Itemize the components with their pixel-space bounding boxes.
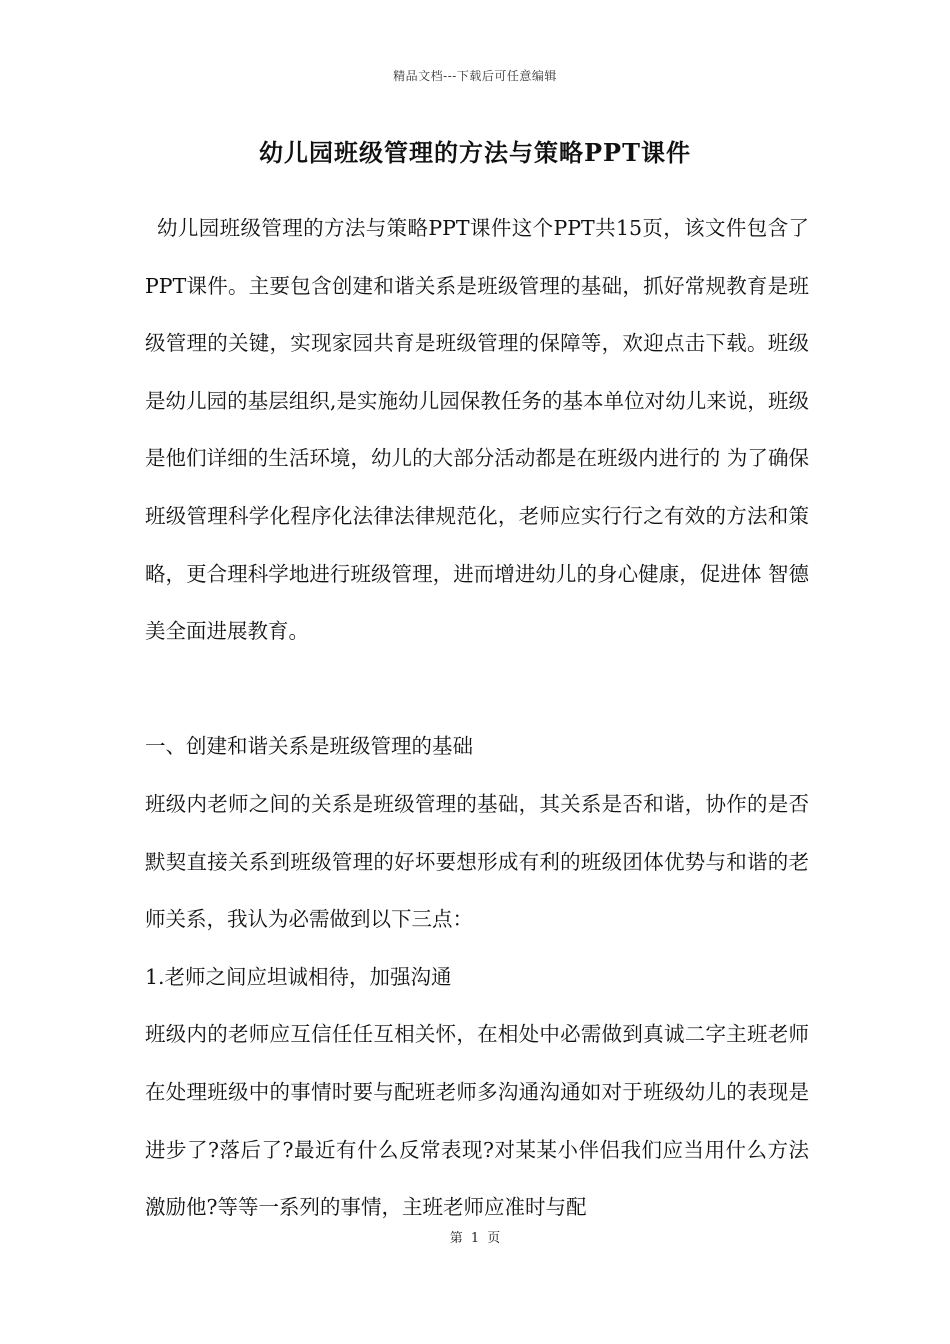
intro-paragraph: 幼儿园班级管理的方法与策略PPT课件这个PPT共15页，该文件包含了PPT课件。主要包含创建和谐关系是班级管理的基础，抓好常规教育是班级管理的关键，实现家园共育是班级管理的保障等，欢迎点击下载。班级是幼儿园的基层组织,是实施幼儿园保教任务的基本单位对幼儿来说，班级是他们详细的生活环境，幼儿的大部分活动都是在班级内进行的 为了确保班级管理科学化程序化法律法律规范化，老师应实行行之有效的方法和策略，更合理科学地进行班级管理，进而增进幼儿的身心健康，促进体 智德美全面进展教育。 xyxy=(145,216,809,644)
point-heading: 1.老师之间应坦诚相待，加强沟通 xyxy=(145,964,452,989)
document-title: 幼儿园班级管理的方法与策略PPT课件 xyxy=(259,138,691,167)
page-number: 第 1 页 xyxy=(449,1231,501,1246)
document-body xyxy=(145,200,809,1237)
paragraph-spacer xyxy=(145,661,809,719)
header-note: 精品文档---下载后可任意编辑 xyxy=(393,69,557,83)
point-paragraph: 班级内的老师应互信任任互相关怀，在相处中必需做到真诚二字主班老师在处理班级中的事情时要与配班老师多沟通沟通如对于班级幼儿的表现是进步了?落后了?最近有什么反常表现?对某某小伴侣我们应当用什么方法激励他?等等一系列的事情，主班老师应准时与配 xyxy=(145,1022,809,1220)
section-heading: 一、创建和谐关系是班级管理的基础 xyxy=(145,734,473,759)
section-paragraph: 班级内老师之间的关系是班级管理的基础，其关系是否和谐，协作的是否默契直接关系到班级管理的好坏要想形成有利的班级团体优势与和谐的老师关系，我认为必需做到以下三点： xyxy=(145,791,809,932)
